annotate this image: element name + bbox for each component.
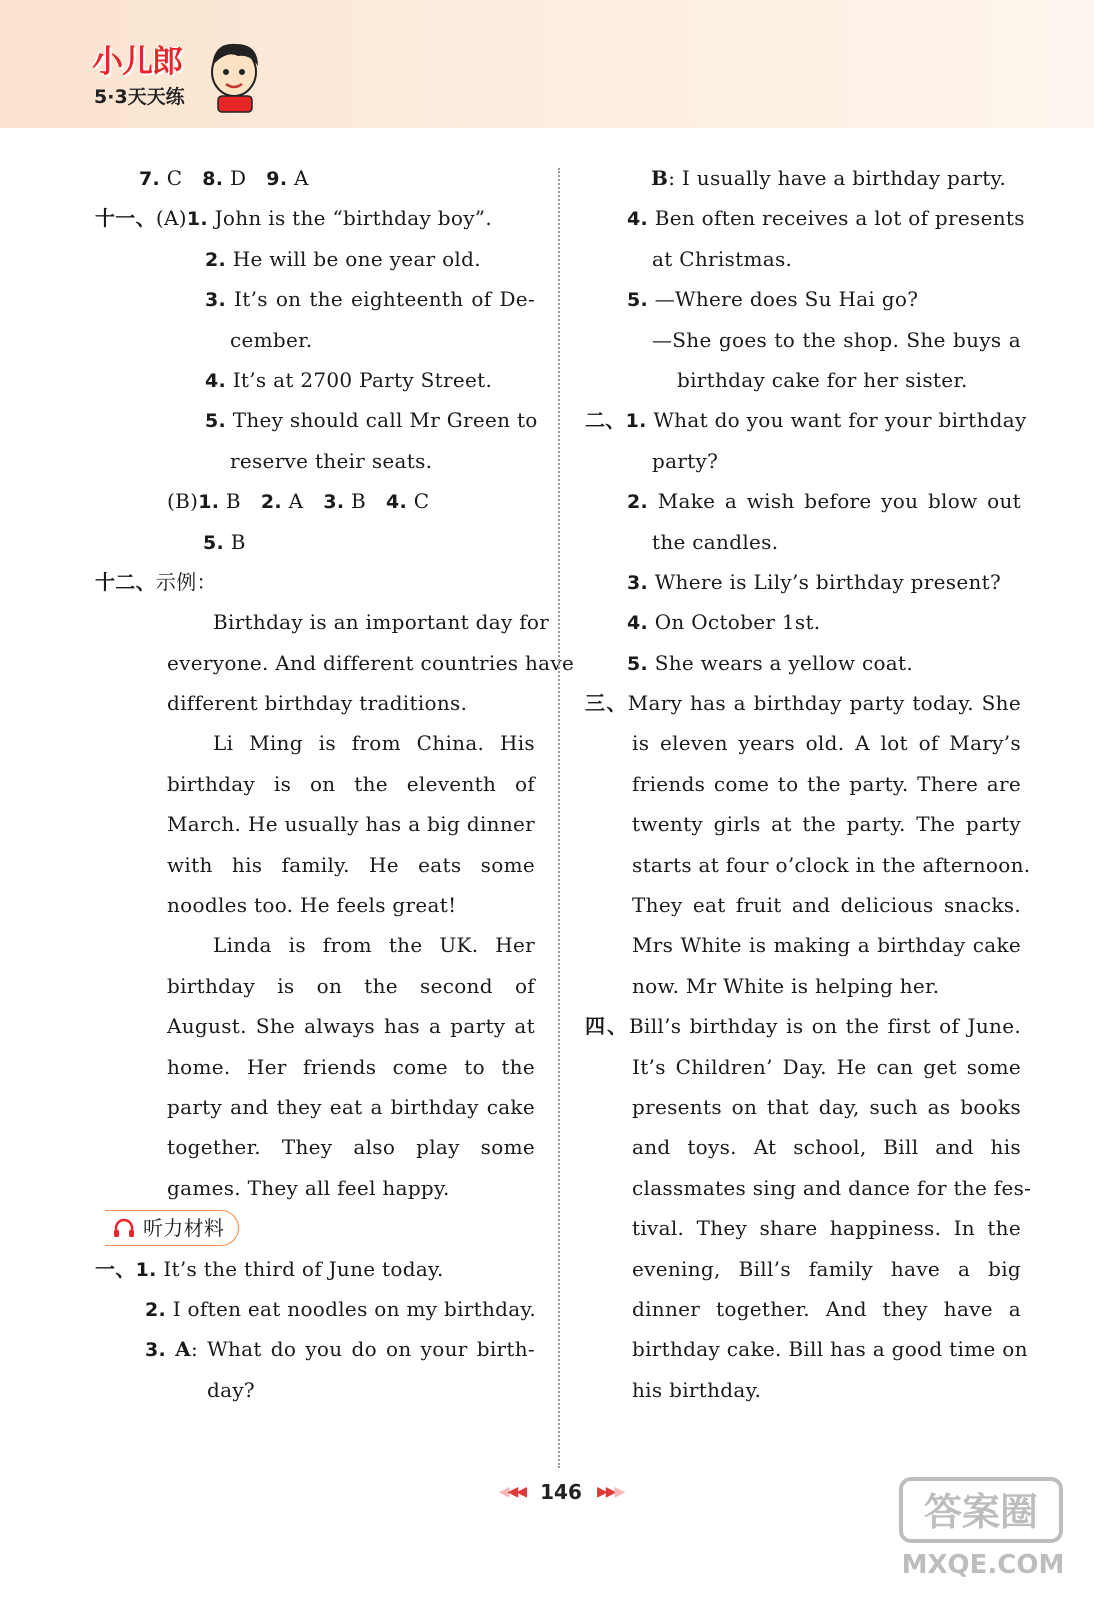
right-answer-line: 5. She wears a yellow coat. xyxy=(627,650,914,675)
right-answer-line: and toys. At school, Bill and his xyxy=(632,1135,1021,1160)
right-answer-line: the candles. xyxy=(652,529,779,554)
left-answer-line: 3. It’s on the eighteenth of De- xyxy=(205,287,535,312)
left-answer-line: with his family. He eats some xyxy=(167,852,535,877)
left-answer-line: 5. B xyxy=(203,529,246,554)
left-answer-line: 5. They should call Mr Green to xyxy=(205,408,538,433)
left-answer-line: 十一、(A)1. John is the “birthday boy”. xyxy=(95,206,492,231)
watermark-logo xyxy=(895,1475,1075,1585)
right-answer-line: 2. Make a wish before you blow out xyxy=(627,489,1021,514)
right-answer-line: tival. They share happiness. In the xyxy=(632,1216,1021,1241)
right-answer-line: at Christmas. xyxy=(652,246,793,271)
brand-subtitle: 5·3天天练 xyxy=(94,86,185,108)
right-answer-line: friends come to the party. There are xyxy=(632,771,1021,796)
page-number: 146 xyxy=(540,1480,582,1504)
right-answer-line: 3. Where is Lily’s birthday present? xyxy=(627,569,1002,594)
left-answer-line: games. They all feel happy. xyxy=(167,1175,450,1200)
right-answer-line: 三、Mary has a birthday party today. She xyxy=(585,691,1021,716)
right-answer-line: starts at four o’clock in the afternoon. xyxy=(632,852,1031,877)
left-answer-line: together. They also play some xyxy=(167,1135,535,1160)
left-column xyxy=(95,158,575,1410)
right-answer-line: twenty girls at the party. The party xyxy=(632,812,1021,837)
headphones-icon xyxy=(113,1218,135,1238)
column-divider xyxy=(558,168,560,1468)
page-footer xyxy=(476,1480,646,1512)
left-answer-line: Linda is from the UK. Her xyxy=(213,933,535,958)
left-answer-line: March. He usually has a big dinner xyxy=(167,812,535,837)
left-answer-line: party and they eat a birthday cake xyxy=(167,1094,535,1119)
right-answer-line: presents on that day, such as books xyxy=(632,1094,1021,1119)
left-answer-line xyxy=(105,1208,535,1248)
right-column xyxy=(585,158,1032,1410)
left-answer-line: 2. He will be one year old. xyxy=(205,246,481,271)
right-answer-line: 四、Bill’s birthday is on the first of June. xyxy=(585,1014,1021,1039)
left-answer-line: 一、1. It’s the third of June today. xyxy=(95,1256,444,1281)
left-answer-line: birthday is on the eleventh of xyxy=(167,771,535,796)
right-answer-line: evening, Bill’s family have a big xyxy=(632,1256,1021,1281)
brand-logo xyxy=(92,36,267,116)
listening-material-tag xyxy=(105,1210,239,1246)
right-answer-line: classmates sing and dance for the fes- xyxy=(632,1175,1032,1200)
right-answer-line: his birthday. xyxy=(632,1377,762,1402)
listening-material-label: 听力材料 xyxy=(143,1216,225,1241)
right-answer-line: —She goes to the shop. She buys a xyxy=(652,327,1021,352)
left-answer-line: different birthday traditions. xyxy=(167,691,468,716)
left-answer-line: birthday is on the second of xyxy=(167,973,535,998)
right-answer-line: 二、1. What do you want for your birthday xyxy=(585,408,1027,433)
right-answer-line: 5. —Where does Su Hai go? xyxy=(627,287,919,312)
left-answer-line: everyone. And different countries have xyxy=(167,650,575,675)
left-answer-line: 十二、示例： xyxy=(95,569,217,594)
left-answer-line: home. Her friends come to the xyxy=(167,1054,535,1079)
left-answer-line: 4. It’s at 2700 Party Street. xyxy=(205,367,493,392)
left-answer-line: Li Ming is from China. His xyxy=(213,731,535,756)
mascot-icon xyxy=(204,36,266,114)
left-answer-line: noodles too. He feels great! xyxy=(167,893,457,918)
right-answer-line: birthday cake for her sister. xyxy=(677,367,968,392)
next-arrows-icon: ▶▶▶ xyxy=(596,1484,624,1500)
right-answer-line: Mrs White is making a birthday cake xyxy=(632,933,1021,958)
left-answer-line: day? xyxy=(207,1377,255,1402)
left-answer-line: August. She always has a party at xyxy=(167,1014,535,1039)
left-answer-line: 2. I often eat noodles on my birthday. xyxy=(145,1296,537,1321)
brand-title: 小儿郎 xyxy=(92,44,182,80)
svg-text:答案圈: 答案圈 xyxy=(923,1490,1039,1534)
watermark-text: MXQE.COM xyxy=(901,1550,1065,1580)
left-answer-line: reserve their seats. xyxy=(230,448,433,473)
right-answer-line: 4. On October 1st. xyxy=(627,610,821,635)
right-answer-line: B: I usually have a birthday party. xyxy=(651,166,1007,190)
right-answer-line: 4. Ben often receives a lot of presents xyxy=(627,206,1025,231)
right-answer-line: is eleven years old. A lot of Mary’s xyxy=(632,731,1021,756)
right-answer-line: It’s Children’ Day. He can get some xyxy=(632,1054,1021,1079)
left-answer-line: (B)1. B 2. A 3. B 4. C xyxy=(167,489,430,514)
left-answer-line: cember. xyxy=(230,327,313,352)
right-answer-line: now. Mr White is helping her. xyxy=(632,973,940,998)
prev-arrows-icon: ◀◀◀ xyxy=(498,1484,526,1500)
right-answer-line: dinner together. And they have a xyxy=(632,1296,1021,1321)
left-answer-line: Birthday is an important day for xyxy=(213,610,550,635)
left-answer-line: 7. C 8. D 9. A xyxy=(139,166,309,190)
left-answer-line: 3. A: What do you do on your birth- xyxy=(145,1337,535,1362)
right-answer-line: birthday cake. Bill has a good time on xyxy=(632,1337,1028,1362)
right-answer-line: They eat fruit and delicious snacks. xyxy=(632,893,1021,918)
right-answer-line: party? xyxy=(652,448,719,473)
